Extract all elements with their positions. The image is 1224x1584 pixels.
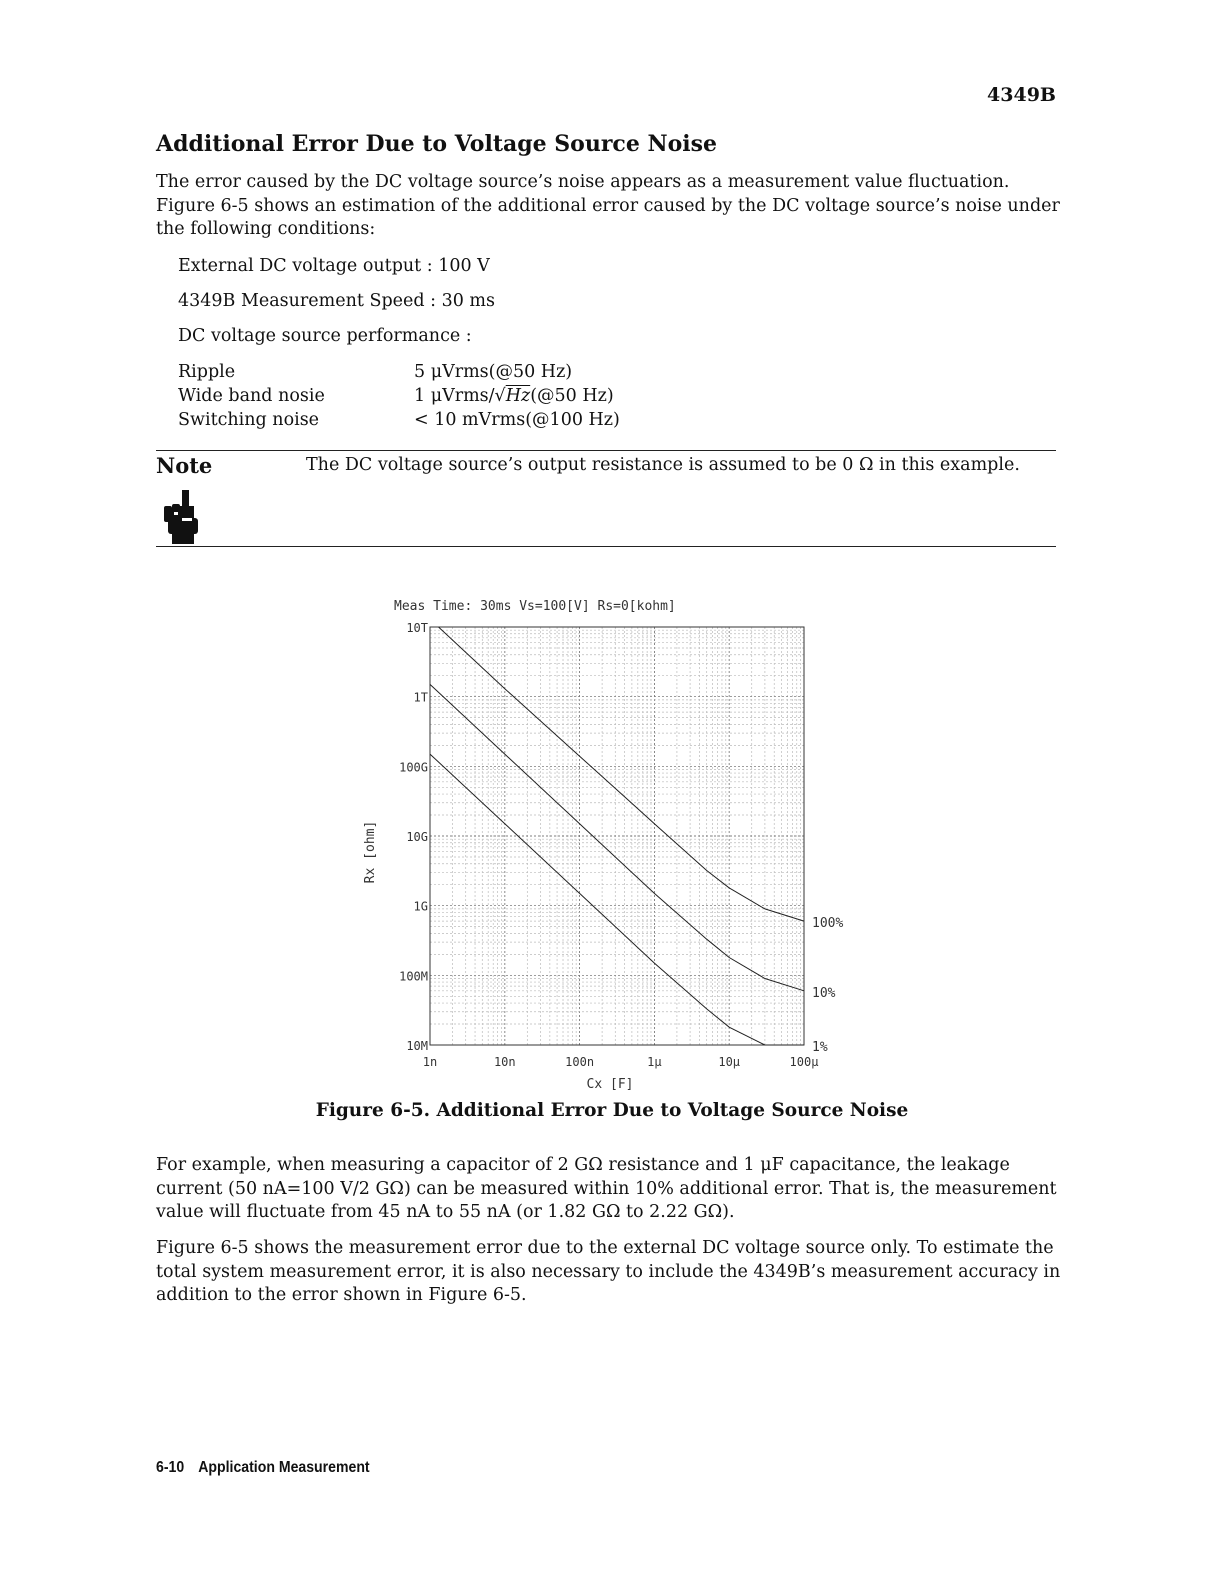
performance-value: < 10 mVrms(@100 Hz) (414, 410, 620, 430)
y-tick-label: 10M (406, 1039, 428, 1053)
condition-performance-heading: DC voltage source performance : (178, 326, 472, 346)
condition-measurement-speed: 4349B Measurement Speed : 30 ms (178, 291, 495, 311)
x-tick-label: 100μ (789, 1055, 819, 1069)
series-label: 100% (812, 916, 844, 932)
note-bottom-rule (156, 546, 1056, 547)
total-error-paragraph: Figure 6-5 shows the measurement error due to the external DC voltage source only. To estimate the total system measurement error, it is also necessary to include the 4349B’s measurement accuracy in addition to the error shown in Figure 6-5. (156, 1238, 1061, 1305)
x-tick-label: 100n (565, 1055, 595, 1069)
y-tick-label: 1T (413, 690, 428, 705)
performance-label: Ripple (178, 362, 236, 382)
chart-title: Meas Time: 30ms Vs=100[V] Rs=0[kohm] (394, 599, 676, 614)
x-tick-label: 1μ (647, 1055, 662, 1069)
performance-value: 5 μVrms(@50 Hz) (414, 362, 573, 382)
x-tick-label: 10μ (718, 1055, 741, 1069)
performance-table (178, 360, 620, 432)
figure-caption: Figure 6-5. Additional Error Due to Voltage Source Noise (315, 1100, 909, 1121)
y-tick-label: 1G (413, 899, 428, 914)
performance-row-switching (178, 408, 620, 432)
note-label: Note (156, 453, 213, 478)
note-text: The DC voltage source’s output resistance is assumed to be 0 Ω in this example. (306, 455, 1020, 475)
performance-label: Wide band nosie (178, 386, 325, 406)
x-axis-label: Cx [F] (586, 1077, 634, 1092)
page-footer (156, 1459, 370, 1477)
series-line-1pct (430, 754, 804, 1045)
y-tick-label: 10T (406, 621, 428, 635)
series-label: 10% (812, 985, 836, 1001)
intro-paragraph: The error caused by the DC voltage source’s noise appears as a measurement value fluctuation. Figure 6-5 shows an estimation of the additional error caused by the DC voltage source’s noise under the following conditions: (156, 172, 1060, 239)
note-top-rule (156, 450, 1056, 451)
y-tick-label: 10G (406, 830, 428, 844)
performance-value (414, 384, 620, 408)
performance-label: Switching noise (178, 410, 320, 430)
chapter-title: Application Measurement (198, 1459, 370, 1476)
x-tick-label: 10n (493, 1055, 516, 1069)
header-model: 4349B (987, 84, 1056, 106)
pointing-hand-icon (160, 488, 204, 546)
chart-ticks (399, 621, 818, 1069)
page-number: 6-10 (156, 1459, 185, 1476)
chart-grid (430, 627, 804, 1045)
y-tick-label: 100M (399, 969, 428, 984)
value-suffix: (@50 Hz) (530, 386, 614, 406)
error-chart (350, 590, 870, 1100)
performance-row-wideband (178, 384, 620, 408)
y-tick-label: 100G (399, 760, 428, 775)
value-prefix: 1 μVrms/√ (414, 386, 506, 406)
series-label: 1% (812, 1040, 828, 1055)
condition-external-voltage: External DC voltage output : 100 V (178, 256, 490, 276)
example-paragraph: For example, when measuring a capacitor of 2 GΩ resistance and 1 μF capacitance, the leakage current (50 nA=100 V/2 GΩ) can be measured within 10% additional error. That is, the measurement value will fluctuate from 45 nA to 55 nA (or 1.82 GΩ to 2.22 GΩ). (156, 1155, 1057, 1222)
y-axis-label: Rx [ohm] (363, 820, 378, 884)
section-title: Additional Error Due to Voltage Source Noise (156, 131, 718, 157)
value-sqrt-arg: Hz (505, 386, 531, 406)
x-tick-label: 1n (422, 1055, 438, 1069)
performance-row-ripple (178, 360, 620, 384)
series-line-10pct (430, 684, 804, 990)
